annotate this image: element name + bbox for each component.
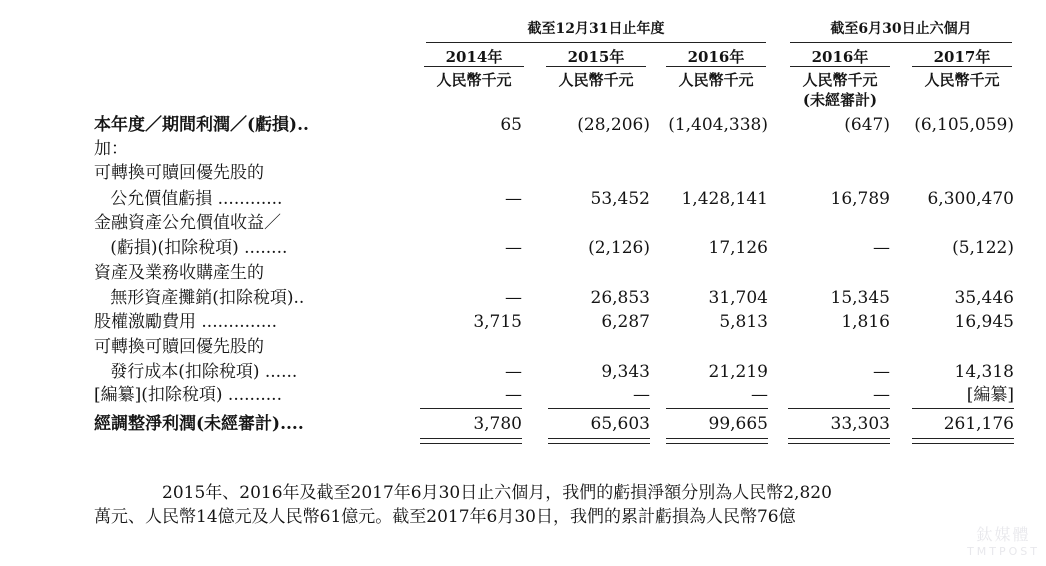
cell-value: 9,343	[601, 362, 650, 382]
year-header-2017-h1: 2017年	[933, 48, 991, 66]
cell-value: 35,446	[954, 288, 1014, 308]
row-label: 可轉換可贖回優先股的	[94, 337, 264, 357]
cell-value: [編纂]	[966, 385, 1014, 405]
group-header-six-months: 截至6月30日止六個月	[790, 18, 1012, 43]
total-double-rule	[548, 438, 650, 444]
cell-value: 5,813	[719, 312, 768, 332]
year-header-2016-h1: 2016年	[811, 48, 869, 66]
cell-value: (2,126)	[588, 238, 650, 258]
total-double-rule	[420, 438, 522, 444]
cell-value: 16,945	[954, 312, 1014, 332]
cell-value: 6,300,470	[927, 189, 1014, 209]
cell-value: 1,428,141	[681, 189, 768, 209]
cell-value: (28,206)	[577, 115, 650, 135]
subtotal-rule	[666, 408, 768, 409]
row-label: 公允價值虧損 ............	[94, 189, 283, 209]
cell-value: (5,122)	[952, 238, 1014, 258]
cell-value: 31,704	[708, 288, 768, 308]
cell-value: 65	[500, 115, 522, 135]
year-header-2015: 2015年	[567, 48, 625, 66]
row-label: 可轉換可贖回優先股的	[94, 163, 264, 183]
cell-value: 65,603	[590, 414, 650, 434]
subtotal-rule	[788, 408, 890, 409]
cell-value: 3,715	[473, 312, 522, 332]
cell-value: —	[505, 362, 522, 382]
row-label: 無形資產攤銷(扣除稅項)..	[94, 288, 305, 308]
watermark-logo: 鈦媒體 TMTPOST	[967, 525, 1040, 558]
row-label: 發行成本(扣除稅項) ......	[94, 362, 298, 382]
cell-value: (6,105,059)	[914, 115, 1014, 135]
unit-header: 人民幣千元	[678, 71, 754, 89]
row-label: (虧損)(扣除稅項) ........	[94, 238, 288, 258]
cell-value: 21,219	[708, 362, 768, 382]
cell-value: 33,303	[830, 414, 890, 434]
cell-value: —	[633, 385, 650, 405]
year-header-2014: 2014年	[445, 48, 503, 66]
row-label: 資產及業務收購產生的	[94, 263, 264, 283]
unit-header: 人民幣千元	[924, 71, 1000, 89]
cell-value: —	[873, 385, 890, 405]
cell-value: —	[873, 238, 890, 258]
cell-value: 26,853	[590, 288, 650, 308]
cell-value: 6,287	[601, 312, 650, 332]
cell-value: —	[505, 238, 522, 258]
subtotal-rule	[912, 408, 1014, 409]
subtotal-rule	[548, 408, 650, 409]
paragraph-line-1: 2015年、2016年及截至2017年6月30日止六個月，我們的虧損淨額分別為人民幣2,820	[162, 483, 832, 503]
cell-value: 15,345	[830, 288, 890, 308]
cell-value: —	[505, 288, 522, 308]
total-double-rule	[666, 438, 768, 444]
cell-value: 17,126	[708, 238, 768, 258]
subtotal-rule	[420, 408, 522, 409]
cell-value: —	[505, 189, 522, 209]
paragraph-line-2: 萬元、人民幣14億元及人民幣61億元。截至2017年6月30日，我們的累計虧損為人民幣76億	[94, 507, 796, 527]
row-label: 經調整淨利潤(未經審計)....	[94, 414, 304, 434]
cell-value: —	[873, 362, 890, 382]
row-label: 加：	[94, 139, 128, 159]
cell-value: 16,789	[830, 189, 890, 209]
cell-value: 99,665	[708, 414, 768, 434]
cell-value: 261,176	[943, 414, 1014, 434]
group-header-year-end: 截至12月31日止年度	[426, 18, 766, 43]
cell-value: —	[751, 385, 768, 405]
unit-header-unaudited: 人民幣千元 (未經審計)	[802, 71, 878, 109]
cell-value: —	[505, 385, 522, 405]
cell-value: (1,404,338)	[668, 115, 768, 135]
unit-header: 人民幣千元	[436, 71, 512, 89]
row-label: 金融資產公允價值收益／	[94, 213, 281, 233]
total-double-rule	[912, 438, 1014, 444]
total-double-rule	[788, 438, 890, 444]
unit-header: 人民幣千元	[558, 71, 634, 89]
cell-value: 14,318	[954, 362, 1014, 382]
cell-value: 1,816	[841, 312, 890, 332]
cell-value: 53,452	[590, 189, 650, 209]
row-label: 股權激勵費用 ..............	[94, 312, 278, 332]
row-label: 本年度／期間利潤／(虧損)..	[94, 115, 309, 135]
cell-value: (647)	[844, 115, 890, 135]
cell-value: 3,780	[473, 414, 522, 434]
year-header-2016: 2016年	[687, 48, 745, 66]
row-label: [編纂](扣除稅項) ..........	[94, 385, 282, 405]
